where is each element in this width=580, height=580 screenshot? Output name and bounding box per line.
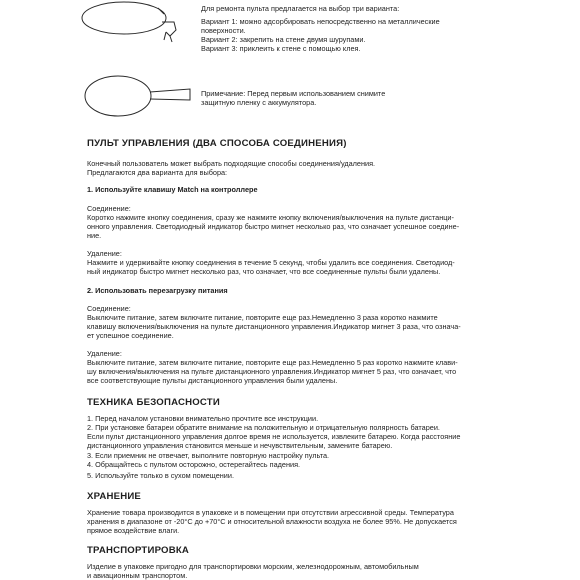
method-2-delete-2: шу включения/выключения на пульте дистанционного управления.Индикатор мигнет 5 раз, что означает, что [87,367,457,376]
method-1-connect-3: ние. [87,231,102,240]
note-line-2: защитную пленку с аккумулятора. [201,98,317,107]
method-2-connect-1: Выключите питание, затем включите питание, повторите еще раз.Немедленно 3 раза коротко нажмите [87,313,438,322]
safety-title: ТЕХНИКА БЕЗОПАСНОСТИ [87,397,220,408]
storage-line-3: прямое воздействие влаги. [87,526,180,535]
safety-line-2: 2. При установке батареи обратите внимание на положительную и отрицательную полярность батареи. [87,423,440,432]
storage-line-1: Хранение товара производится в упаковке и в помещении при отсутствии агрессивной среды. Температура [87,508,454,517]
safety-line-3: Если пульт дистанционного управления долгое время не используется, извлеките батарею. Когда расстояние [87,432,461,441]
method-2-delete-label: Удаление: [87,349,122,358]
battery-tab-illustration [82,72,192,122]
safety-line-4: дистанционного управления становится меньше и нечувствительным, замените батарею. [87,441,393,450]
method-1-title: 1. Используйте клавишу Match на контроллере [87,185,258,194]
note-line-1: Примечание: Перед первым использованием снимите [201,89,386,98]
method-2-delete-3: все соответствующие пульты дистанционного управления были удалены. [87,376,338,385]
transport-line-2: и авиационным транспортом. [87,571,188,580]
safety-line-1: 1. Перед началом установки внимательно прочтите все инструкции. [87,414,319,423]
remote-section-title: ПУЛЬТ УПРАВЛЕНИЯ (ДВА СПОСОБА СОЕДИНЕНИЯ) [87,138,347,149]
transport-line-1: Изделие в упаковке пригодно для транспортировки морским, железнодорожным, автомобильным [87,562,419,571]
mount-variant-1a: Вариант 1: можно адсорбировать непосредственно на металлические [201,17,440,26]
remote-intro-1: Конечный пользователь может выбрать подходящие способы соединения/удаления. [87,159,376,168]
method-2-delete-1: Выключите питание, затем включите питание, повторите еще раз.Немедленно 5 раз коротко нажмите клави- [87,358,458,367]
safety-line-5: 3. Если приемник не отвечает, выполните повторную настройку пульта. [87,451,330,460]
mount-intro: Для ремонта пульта предлагается на выбор три варианта: [201,4,400,13]
method-1-delete-1: Нажмите и удерживайте кнопку соединения в течение 5 секунд, чтобы удалить все соединения. Светодиод- [87,258,455,267]
wall-mount-illustration [78,0,188,50]
method-1-connect-2: онного управления. Светодиодный индикатор быстро мигнет несколько раз, что означает успешное соедине- [87,222,460,231]
method-1-delete-label: Удаление: [87,249,122,258]
mount-variant-1b: поверхности. [201,26,246,35]
method-1-delete-2: ный индикатор быстро мигнет несколько раз, что означает, что все соединенные пульты были удалены. [87,267,441,276]
method-1-connect-1: Коротко нажмите кнопку соединения, сразу же нажмите кнопку включения/выключения на пульте дистанци- [87,213,454,222]
safety-line-7: 5. Используйте только в сухом помещении. [87,471,234,480]
method-2-connect-2: клавишу включения/выключения на пульте дистанционного управления.Индикатор мигнет 3 раза, что означа- [87,322,461,331]
mount-variant-2: Вариант 2: закрепить на стене двумя шурупами. [201,35,366,44]
method-2-connect-label: Соединение: [87,304,131,313]
transport-title: ТРАНСПОРТИРОВКА [87,545,190,556]
storage-line-2: хранения в диапазоне от -20°C до +70°C и относительной влажности воздуха не более 95%. Не допускается [87,517,457,526]
method-2-title: 2. Использовать перезагрузку питания [87,286,228,295]
storage-title: ХРАНЕНИЕ [87,491,142,502]
mount-variant-3: Вариант 3: приклеить к стене с помощью клея. [201,44,361,53]
method-1-connect-label: Соединение: [87,204,131,213]
remote-intro-2: Предлагаются два варианта для выбора: [87,168,228,177]
safety-line-6: 4. Обращайтесь с пультом осторожно, остерегайтесь падения. [87,460,301,469]
method-2-connect-3: ет успешное соединение. [87,331,174,340]
